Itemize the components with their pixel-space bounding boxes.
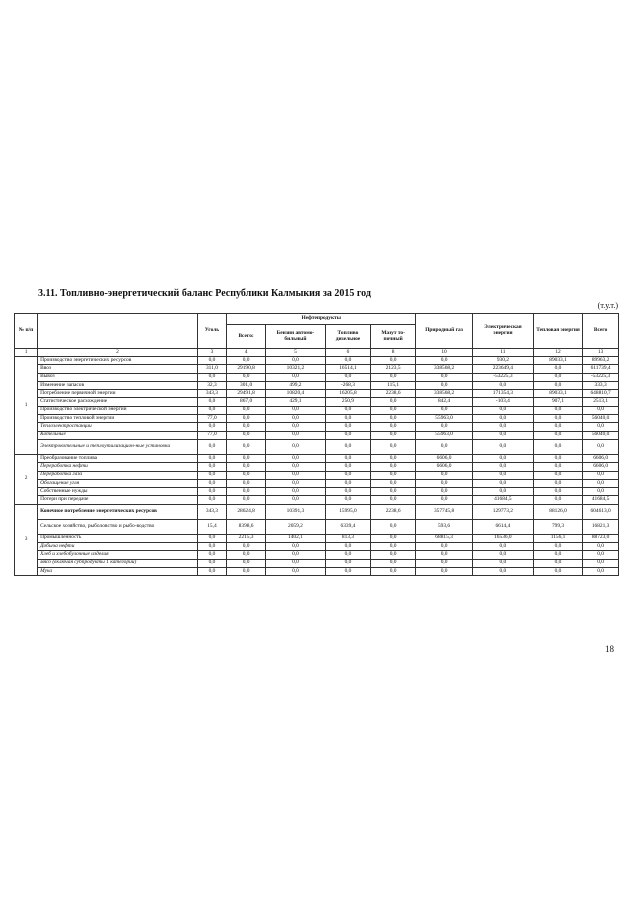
- table-row: [15, 543, 619, 551]
- cell-value: 0,0: [266, 479, 326, 487]
- cell-value: 0,0: [227, 406, 266, 414]
- header-coal: Уголь: [197, 314, 226, 349]
- row-label: Обогащение угля: [38, 479, 198, 487]
- cell-value: 89033,1: [533, 390, 582, 398]
- row-label: Производство энергетических ресурсов: [38, 357, 198, 365]
- cell-value: 0,0: [227, 567, 266, 575]
- header-electric-energy: Электрическая энергия: [472, 314, 533, 349]
- cell-value: 2238,6: [371, 504, 416, 519]
- cell-value: 0,0: [227, 431, 266, 439]
- cell-value: 0,0: [583, 471, 619, 479]
- cell-value: 0,0: [533, 479, 582, 487]
- cell-value: 0,0: [266, 543, 326, 551]
- cell-value: 0,0: [371, 479, 416, 487]
- cell-value: 0,0: [227, 423, 266, 431]
- table-row: [15, 415, 619, 423]
- cell-value: 0,0: [371, 559, 416, 567]
- cell-value: 16514,1: [325, 365, 370, 373]
- cell-value: 0,0: [371, 567, 416, 575]
- cell-value: 333,3: [583, 381, 619, 389]
- cell-value: 16536,0: [472, 534, 533, 542]
- table-row: [15, 551, 619, 559]
- cell-value: 250,9: [325, 398, 370, 406]
- cell-value: 29491,8: [227, 390, 266, 398]
- cell-value: 32,3: [197, 381, 226, 389]
- cell-value: 0,0: [371, 357, 416, 365]
- cell-value: 0,0: [197, 479, 226, 487]
- cell-value: 0,0: [325, 471, 370, 479]
- cell-value: 0,0: [266, 551, 326, 559]
- cell-value: 10321,2: [266, 365, 326, 373]
- cell-value: 0,0: [325, 454, 370, 462]
- cell-value: -53225,3: [472, 373, 533, 381]
- cell-value: 0,0: [533, 559, 582, 567]
- cell-value: 343,3: [197, 390, 226, 398]
- cell-value: 0,0: [371, 406, 416, 414]
- row-label: Потери при передаче: [38, 496, 198, 504]
- cell-value: 0,0: [533, 496, 582, 504]
- row-label: Переработка нефти: [38, 463, 198, 471]
- cell-value: 0,0: [416, 488, 473, 496]
- cell-value: 0,0: [416, 479, 473, 487]
- cell-value: 0,0: [371, 519, 416, 534]
- header-total: Всего: [583, 314, 619, 349]
- cell-value: 16821,3: [583, 519, 619, 534]
- cell-value: 41684,5: [472, 496, 533, 504]
- cell-value: 0,0: [197, 567, 226, 575]
- cell-value: 0,0: [197, 406, 226, 414]
- cell-value: 593,6: [416, 519, 473, 534]
- cell-value: 6606,0: [416, 463, 473, 471]
- cell-value: 0,0: [197, 454, 226, 462]
- header-natural-gas: Природный газ: [416, 314, 473, 349]
- table-row: [15, 534, 619, 542]
- section-number: 2: [15, 454, 38, 504]
- cell-value: 0,0: [325, 373, 370, 381]
- cell-value: 29190,8: [227, 365, 266, 373]
- cell-value: 357745,8: [416, 504, 473, 519]
- cell-value: 6606,0: [416, 454, 473, 462]
- table-row: [15, 365, 619, 373]
- cell-value: 2215,3: [227, 534, 266, 542]
- cell-value: 0,0: [371, 454, 416, 462]
- cell-value: 0,0: [266, 559, 326, 567]
- row-label: Электрокотельные и теплоутилизацион-ные установки: [38, 439, 198, 454]
- row-label: Производство электрической энергии: [38, 406, 198, 414]
- cell-value: 89963,2: [583, 357, 619, 365]
- cell-value: 0,0: [197, 463, 226, 471]
- cell-value: 0,0: [266, 567, 326, 575]
- table-header: [15, 314, 619, 357]
- cell-value: 0,0: [325, 431, 370, 439]
- table-row: [15, 567, 619, 575]
- cell-value: 0,0: [371, 471, 416, 479]
- cell-value: 0,0: [533, 431, 582, 439]
- section-number: 1: [15, 357, 38, 455]
- row-label: Добыча нефти: [38, 543, 198, 551]
- row-label: Производство тепловой энергии: [38, 415, 198, 423]
- column-number: 5: [266, 349, 326, 357]
- column-number: 11: [472, 349, 533, 357]
- cell-value: 0,0: [472, 423, 533, 431]
- header-gasoline: Бензин автомо-бильный: [266, 325, 326, 349]
- cell-value: 1402,1: [266, 534, 326, 542]
- table-row: [15, 357, 619, 365]
- cell-value: 429,1: [266, 398, 326, 406]
- cell-value: 0,0: [472, 488, 533, 496]
- cell-value: 0,0: [227, 543, 266, 551]
- cell-value: 0,0: [197, 398, 226, 406]
- cell-value: 0,0: [472, 415, 533, 423]
- cell-value: 0,0: [533, 439, 582, 454]
- cell-value: 0,0: [325, 423, 370, 431]
- table-row: [15, 406, 619, 414]
- cell-value: 0,0: [227, 496, 266, 504]
- header-fuel-oil: Мазут то-почный: [371, 325, 416, 349]
- cell-value: 813,3: [325, 534, 370, 542]
- header-number: № п/п: [15, 314, 38, 349]
- cell-value: 0,0: [416, 471, 473, 479]
- cell-value: 0,0: [416, 439, 473, 454]
- cell-value: 0,0: [197, 559, 226, 567]
- cell-value: 0,0: [583, 559, 619, 567]
- cell-value: 10820,4: [266, 390, 326, 398]
- column-number: 12: [533, 349, 582, 357]
- cell-value: 0,0: [371, 423, 416, 431]
- cell-value: 41684,5: [583, 496, 619, 504]
- unit-label: (т.у.т.): [597, 301, 618, 310]
- cell-value: 0,0: [533, 406, 582, 414]
- cell-value: 15995,0: [325, 504, 370, 519]
- column-number-row: [15, 349, 619, 357]
- table-row: [15, 479, 619, 487]
- row-label: Сельское хозяйство, рыболовство и рыбо-водство: [38, 519, 198, 534]
- cell-value: 0,0: [227, 551, 266, 559]
- section-number: 3: [15, 504, 38, 575]
- cell-value: 0,0: [533, 423, 582, 431]
- cell-value: 0,0: [266, 454, 326, 462]
- table-row: [15, 373, 619, 381]
- cell-value: 16205,8: [325, 390, 370, 398]
- column-number: 3: [197, 349, 226, 357]
- cell-value: 0,0: [416, 357, 473, 365]
- column-number: 10: [416, 349, 473, 357]
- cell-value: 0,0: [472, 551, 533, 559]
- table-row: [15, 431, 619, 439]
- cell-value: 0,0: [197, 357, 226, 365]
- row-label: Теплоэлектростанции: [38, 423, 198, 431]
- table-row: [15, 488, 619, 496]
- cell-value: 0,0: [533, 567, 582, 575]
- cell-value: 311,0: [197, 365, 226, 373]
- cell-value: 0,0: [197, 488, 226, 496]
- table-row: [15, 504, 619, 519]
- cell-value: 0,0: [371, 398, 416, 406]
- cell-value: 8398,6: [227, 519, 266, 534]
- table-row: [15, 390, 619, 398]
- cell-value: 0,0: [472, 463, 533, 471]
- table-row: [15, 381, 619, 389]
- header-oil-products: Нефтепродукты: [227, 314, 416, 325]
- cell-value: 0,0: [371, 373, 416, 381]
- cell-value: 611739,4: [583, 365, 619, 373]
- cell-value: 0,0: [197, 534, 226, 542]
- table-row: [15, 423, 619, 431]
- cell-value: -268,3: [325, 381, 370, 389]
- cell-value: 0,0: [472, 471, 533, 479]
- energy-balance-table-container: [14, 313, 619, 576]
- cell-value: 55963,0: [416, 431, 473, 439]
- cell-value: 77,0: [197, 415, 226, 423]
- cell-value: 0,0: [197, 439, 226, 454]
- cell-value: 0,0: [266, 463, 326, 471]
- cell-value: 0,0: [371, 488, 416, 496]
- cell-value: 0,0: [533, 365, 582, 373]
- page-number: 18: [605, 644, 614, 654]
- cell-value: 0,0: [266, 439, 326, 454]
- cell-value: 56040,0: [583, 415, 619, 423]
- cell-value: 0,0: [416, 567, 473, 575]
- cell-value: 0,0: [325, 559, 370, 567]
- cell-value: 0,0: [371, 551, 416, 559]
- energy-balance-table: [14, 313, 619, 576]
- cell-value: 0,0: [325, 479, 370, 487]
- cell-value: 0,0: [533, 381, 582, 389]
- cell-value: 0,0: [227, 463, 266, 471]
- cell-value: 0,0: [472, 454, 533, 462]
- cell-value: 0,0: [371, 415, 416, 423]
- column-number: 13: [583, 349, 619, 357]
- column-number: 2: [38, 349, 198, 357]
- cell-value: 0,0: [371, 543, 416, 551]
- cell-value: 0,0: [583, 543, 619, 551]
- row-label: Котельные: [38, 431, 198, 439]
- cell-value: 0,0: [227, 415, 266, 423]
- cell-value: 223649,4: [472, 365, 533, 373]
- cell-value: 0,0: [197, 551, 226, 559]
- cell-value: 0,0: [325, 567, 370, 575]
- cell-value: 0,0: [533, 543, 582, 551]
- cell-value: 0,0: [197, 471, 226, 479]
- column-number: 8: [371, 349, 416, 357]
- cell-value: 0,0: [325, 415, 370, 423]
- cell-value: 0,0: [533, 415, 582, 423]
- row-label: Изменение запасов: [38, 381, 198, 389]
- row-label: Статистическое расхождение: [38, 398, 198, 406]
- cell-value: 907,1: [533, 398, 582, 406]
- cell-value: 1156,1: [533, 534, 582, 542]
- cell-value: 0,0: [266, 496, 326, 504]
- cell-value: 0,0: [227, 454, 266, 462]
- cell-value: 6614,4: [472, 519, 533, 534]
- column-number: 1: [15, 349, 38, 357]
- cell-value: 0,0: [416, 381, 473, 389]
- cell-value: 0,0: [266, 357, 326, 365]
- cell-value: 0,0: [472, 559, 533, 567]
- cell-value: 129773,2: [472, 504, 533, 519]
- row-label: Конечное потребление энергетических ресурсов: [38, 504, 198, 519]
- cell-value: 0,0: [472, 567, 533, 575]
- row-label: Переработка газа: [38, 471, 198, 479]
- cell-value: 0,0: [416, 559, 473, 567]
- cell-value: 842,4: [416, 398, 473, 406]
- cell-value: 0,0: [472, 479, 533, 487]
- header-oil-total: Всего:: [227, 325, 266, 349]
- row-label: Мука: [38, 567, 198, 575]
- cell-value: 68815,3: [416, 534, 473, 542]
- cell-value: 0,0: [325, 488, 370, 496]
- cell-value: 0,0: [533, 373, 582, 381]
- cell-value: 0,0: [266, 415, 326, 423]
- cell-value: 0,0: [266, 406, 326, 414]
- cell-value: 0,0: [325, 551, 370, 559]
- cell-value: 88723,0: [583, 534, 619, 542]
- cell-value: 343,3: [197, 504, 226, 519]
- cell-value: 338568,2: [416, 365, 473, 373]
- cell-value: 6606,0: [583, 463, 619, 471]
- cell-value: 0,0: [227, 559, 266, 567]
- cell-value: 0,0: [371, 496, 416, 504]
- cell-value: 499,2: [266, 381, 326, 389]
- cell-value: 55963,0: [416, 415, 473, 423]
- cell-value: 0,0: [533, 463, 582, 471]
- cell-value: 88126,0: [533, 504, 582, 519]
- cell-value: 0,0: [371, 534, 416, 542]
- cell-value: 0,0: [533, 551, 582, 559]
- cell-value: 0,0: [416, 543, 473, 551]
- cell-value: 0,0: [416, 373, 473, 381]
- cell-value: 77,0: [197, 431, 226, 439]
- table-row: [15, 439, 619, 454]
- cell-value: 0,0: [197, 423, 226, 431]
- cell-value: 648810,7: [583, 390, 619, 398]
- cell-value: 867,0: [227, 398, 266, 406]
- header-indicator: [38, 314, 198, 349]
- cell-value: 0,0: [325, 543, 370, 551]
- cell-value: 0,0: [325, 463, 370, 471]
- cell-value: 0,0: [197, 496, 226, 504]
- table-row: [15, 496, 619, 504]
- row-label: Потребление первичной энергии: [38, 390, 198, 398]
- cell-value: 15,4: [197, 519, 226, 534]
- row-label: Собственные нужды: [38, 488, 198, 496]
- cell-value: 0,0: [472, 543, 533, 551]
- cell-value: 0,0: [533, 454, 582, 462]
- row-label: Ввоз: [38, 365, 198, 373]
- cell-value: 0,0: [472, 406, 533, 414]
- row-label: Промышленность: [38, 534, 198, 542]
- cell-value: 0,0: [371, 431, 416, 439]
- column-number: 4: [227, 349, 266, 357]
- cell-value: 0,0: [227, 357, 266, 365]
- cell-value: 0,0: [583, 479, 619, 487]
- cell-value: 0,0: [227, 488, 266, 496]
- cell-value: 28624,8: [227, 504, 266, 519]
- cell-value: 799,3: [533, 519, 582, 534]
- cell-value: 2513,1: [583, 398, 619, 406]
- cell-value: 604613,0: [583, 504, 619, 519]
- cell-value: 171354,3: [472, 390, 533, 398]
- cell-value: 6606,0: [583, 454, 619, 462]
- row-label: мясо (включая субпродукты 1 категории): [38, 559, 198, 567]
- cell-value: 2123,5: [371, 365, 416, 373]
- cell-value: 0,0: [416, 423, 473, 431]
- cell-value: 0,0: [266, 488, 326, 496]
- cell-value: 0,0: [533, 471, 582, 479]
- cell-value: 930,2: [472, 357, 533, 365]
- cell-value: 0,0: [227, 471, 266, 479]
- cell-value: 6339,4: [325, 519, 370, 534]
- cell-value: 115,1: [371, 381, 416, 389]
- cell-value: 0,0: [371, 463, 416, 471]
- cell-value: 0,0: [197, 543, 226, 551]
- column-number: 6: [325, 349, 370, 357]
- cell-value: 0,0: [583, 488, 619, 496]
- table-row: [15, 454, 619, 462]
- cell-value: 0,0: [416, 406, 473, 414]
- table-row: [15, 471, 619, 479]
- cell-value: 0,0: [227, 479, 266, 487]
- table-body: [15, 357, 619, 576]
- cell-value: 56040,0: [583, 431, 619, 439]
- table-row: [15, 559, 619, 567]
- cell-value: 0,0: [266, 431, 326, 439]
- cell-value: 0,0: [227, 373, 266, 381]
- cell-value: 0,0: [583, 423, 619, 431]
- cell-value: 0,0: [472, 431, 533, 439]
- cell-value: 0,0: [533, 488, 582, 496]
- cell-value: -53225,3: [583, 373, 619, 381]
- cell-value: 0,0: [325, 357, 370, 365]
- table-row: [15, 463, 619, 471]
- cell-value: 0,0: [325, 496, 370, 504]
- cell-value: 338568,2: [416, 390, 473, 398]
- cell-value: 0,0: [266, 373, 326, 381]
- cell-value: 0,0: [583, 551, 619, 559]
- cell-value: 0,0: [266, 471, 326, 479]
- cell-value: 0,0: [583, 567, 619, 575]
- cell-value: 0,0: [197, 373, 226, 381]
- row-label: Вывоз: [38, 373, 198, 381]
- cell-value: 0,0: [325, 439, 370, 454]
- cell-value: 0,0: [325, 406, 370, 414]
- header-diesel: Топливо дизельное: [325, 325, 370, 349]
- cell-value: 301,0: [227, 381, 266, 389]
- cell-value: -103,4: [472, 398, 533, 406]
- cell-value: 0,0: [583, 406, 619, 414]
- cell-value: 0,0: [416, 496, 473, 504]
- cell-value: 0,0: [266, 423, 326, 431]
- table-row: [15, 519, 619, 534]
- cell-value: 0,0: [583, 439, 619, 454]
- row-label: Хлеб и хлебобулочные изделия: [38, 551, 198, 559]
- cell-value: 0,0: [472, 439, 533, 454]
- cell-value: 0,0: [227, 439, 266, 454]
- cell-value: 0,0: [371, 439, 416, 454]
- cell-value: 0,0: [472, 381, 533, 389]
- header-heat-energy: Тепловая энергия: [533, 314, 582, 349]
- cell-value: 0,0: [416, 551, 473, 559]
- cell-value: 2059,2: [266, 519, 326, 534]
- page-title: 3.11. Топливно-энергетический баланс Республики Калмыкия за 2015 год: [38, 288, 371, 299]
- row-label: Преобразование топлива: [38, 454, 198, 462]
- cell-value: 89033,1: [533, 357, 582, 365]
- cell-value: 10391,3: [266, 504, 326, 519]
- cell-value: 2238,6: [371, 390, 416, 398]
